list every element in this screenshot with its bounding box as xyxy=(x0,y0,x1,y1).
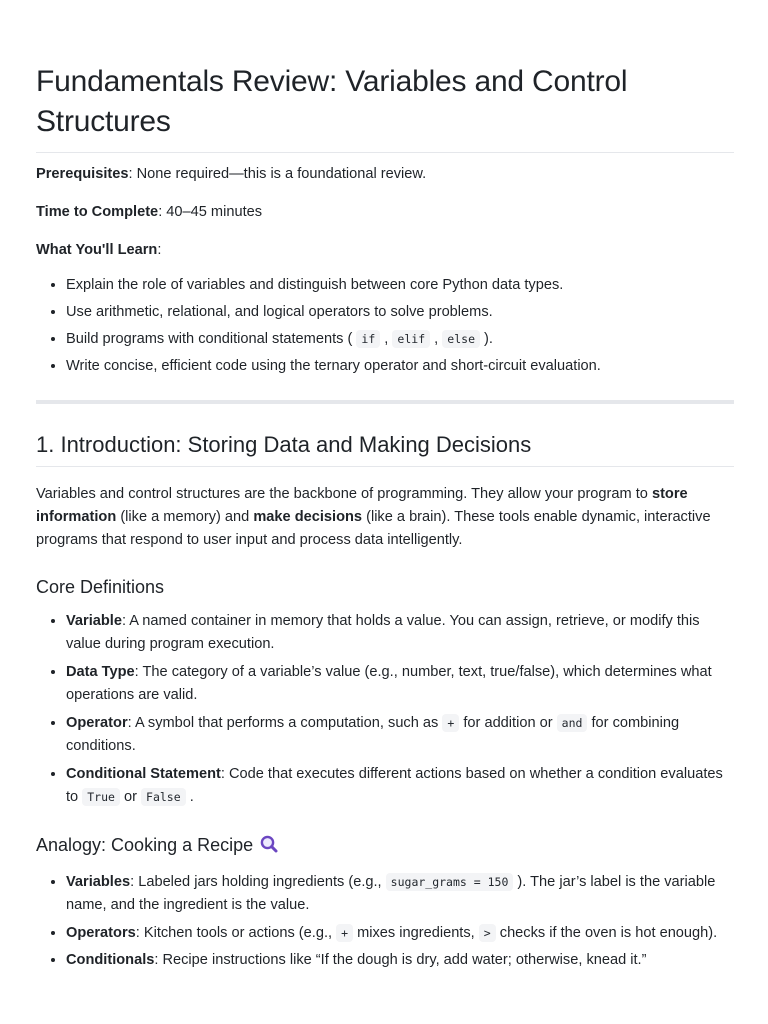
code-false: False xyxy=(141,788,186,806)
time-to-complete xyxy=(36,201,734,224)
intro-store-information: store information xyxy=(36,485,688,525)
intro-text: (like a memory) and xyxy=(116,508,254,525)
definition-text: : The category of a variable’s value (e.g., number, text, true/false), which determines what operations are valid. xyxy=(66,663,712,703)
analogy-text: ). The jar’s label is the variable name, and the ingredient is the value. xyxy=(66,873,716,913)
definition-text: for combining conditions. xyxy=(66,714,680,754)
analogy-heading xyxy=(36,832,734,861)
prerequisites-label: Prerequisites xyxy=(36,166,129,182)
definition-item xyxy=(66,661,734,708)
code-and: and xyxy=(557,714,588,732)
intro-paragraph xyxy=(36,483,734,552)
term-conditional-statement: Conditional Statement xyxy=(66,765,221,782)
code-plus: + xyxy=(336,924,353,942)
analogy-text: : Kitchen tools or actions (e.g., xyxy=(135,924,337,941)
analogy-text: mixes ingredients, xyxy=(353,924,479,941)
learn-item: • Use arithmetic, relational, and logical operators to solve problems. xyxy=(66,301,734,325)
term-operator: Operator xyxy=(66,714,128,731)
term-variable: Variable xyxy=(66,612,122,629)
analogy-list xyxy=(36,871,734,973)
definitions-list xyxy=(36,610,734,810)
code-plus: + xyxy=(442,714,459,732)
definition-text: . xyxy=(185,789,194,805)
intro-text: Variables and control structures are the backbone of programming. They allow your program to xyxy=(36,485,652,502)
intro-make-decisions: make decisions xyxy=(253,508,363,525)
time-value: : 40–45 minutes xyxy=(158,204,263,220)
code-true: True xyxy=(82,788,120,806)
analogy-item xyxy=(66,949,734,973)
definition-text: or xyxy=(119,789,142,805)
analogy-item xyxy=(66,922,734,946)
definition-text: : A symbol that performs a computation, such as xyxy=(127,714,443,731)
code-elif: elif xyxy=(392,330,430,348)
section-heading-introduction: 1. Introduction: Storing Data and Making Decisions xyxy=(36,430,734,467)
learn-text: Build programs with conditional statements ( xyxy=(66,331,357,347)
analogy-heading-text: Analogy: Cooking a Recipe xyxy=(36,834,254,855)
definition-text: for addition or xyxy=(459,714,557,731)
learn-item: • Write concise, efficient code using the ternary operator and short-circuit evaluation. xyxy=(66,355,734,379)
definition-text: : A named container in memory that holds a value. You can assign, retrieve, or modify this value during program execution. xyxy=(66,612,700,652)
term-data-type: Data Type xyxy=(66,663,135,680)
time-label: Time to Complete xyxy=(36,204,159,220)
learn-label: What You'll Learn xyxy=(36,242,158,258)
search-icon xyxy=(259,834,279,861)
what-youll-learn xyxy=(36,239,734,262)
learn-item xyxy=(66,328,734,352)
term-conditionals: Conditionals xyxy=(66,952,155,968)
learn-text: , xyxy=(430,331,443,347)
section-divider xyxy=(36,400,734,404)
definition-item xyxy=(66,712,734,759)
term-operators: Operators xyxy=(66,924,136,941)
core-definitions-heading: Core Definitions xyxy=(36,576,165,597)
code-sugar-grams: sugar_grams = 150 xyxy=(386,873,514,891)
prerequisites-value: : None required—this is a foundational review. xyxy=(128,166,427,182)
term-variables: Variables xyxy=(66,873,131,890)
intro-text: (like a brain). These tools enable dynamic, interactive programs that respond to user input and process data intelligently. xyxy=(36,508,711,548)
learn-text: ). xyxy=(480,331,493,347)
analogy-text: : Labeled jars holding ingredients (e.g., xyxy=(130,873,386,890)
code-greater-than: > xyxy=(479,924,496,942)
analogy-text: checks if the oven is hot enough). xyxy=(495,924,718,941)
learn-item: • Explain the role of variables and distinguish between core Python data types. xyxy=(66,274,734,298)
analogy-text: : Recipe instructions like “If the dough is dry, add water; otherwise, knead it.” xyxy=(154,952,647,968)
prerequisites xyxy=(36,163,734,186)
definition-item xyxy=(66,763,734,810)
page-title: Fundamentals Review: Variables and Control Structures xyxy=(36,62,734,153)
definition-item xyxy=(66,610,734,657)
analogy-item xyxy=(66,871,734,918)
definition-text: : Code that executes different actions based on whether a condition evaluates to xyxy=(66,765,723,805)
code-if: if xyxy=(356,330,380,348)
learn-text: , xyxy=(380,331,393,347)
learn-colon: : xyxy=(157,242,162,258)
code-else: else xyxy=(442,330,480,348)
learn-list xyxy=(36,274,734,379)
